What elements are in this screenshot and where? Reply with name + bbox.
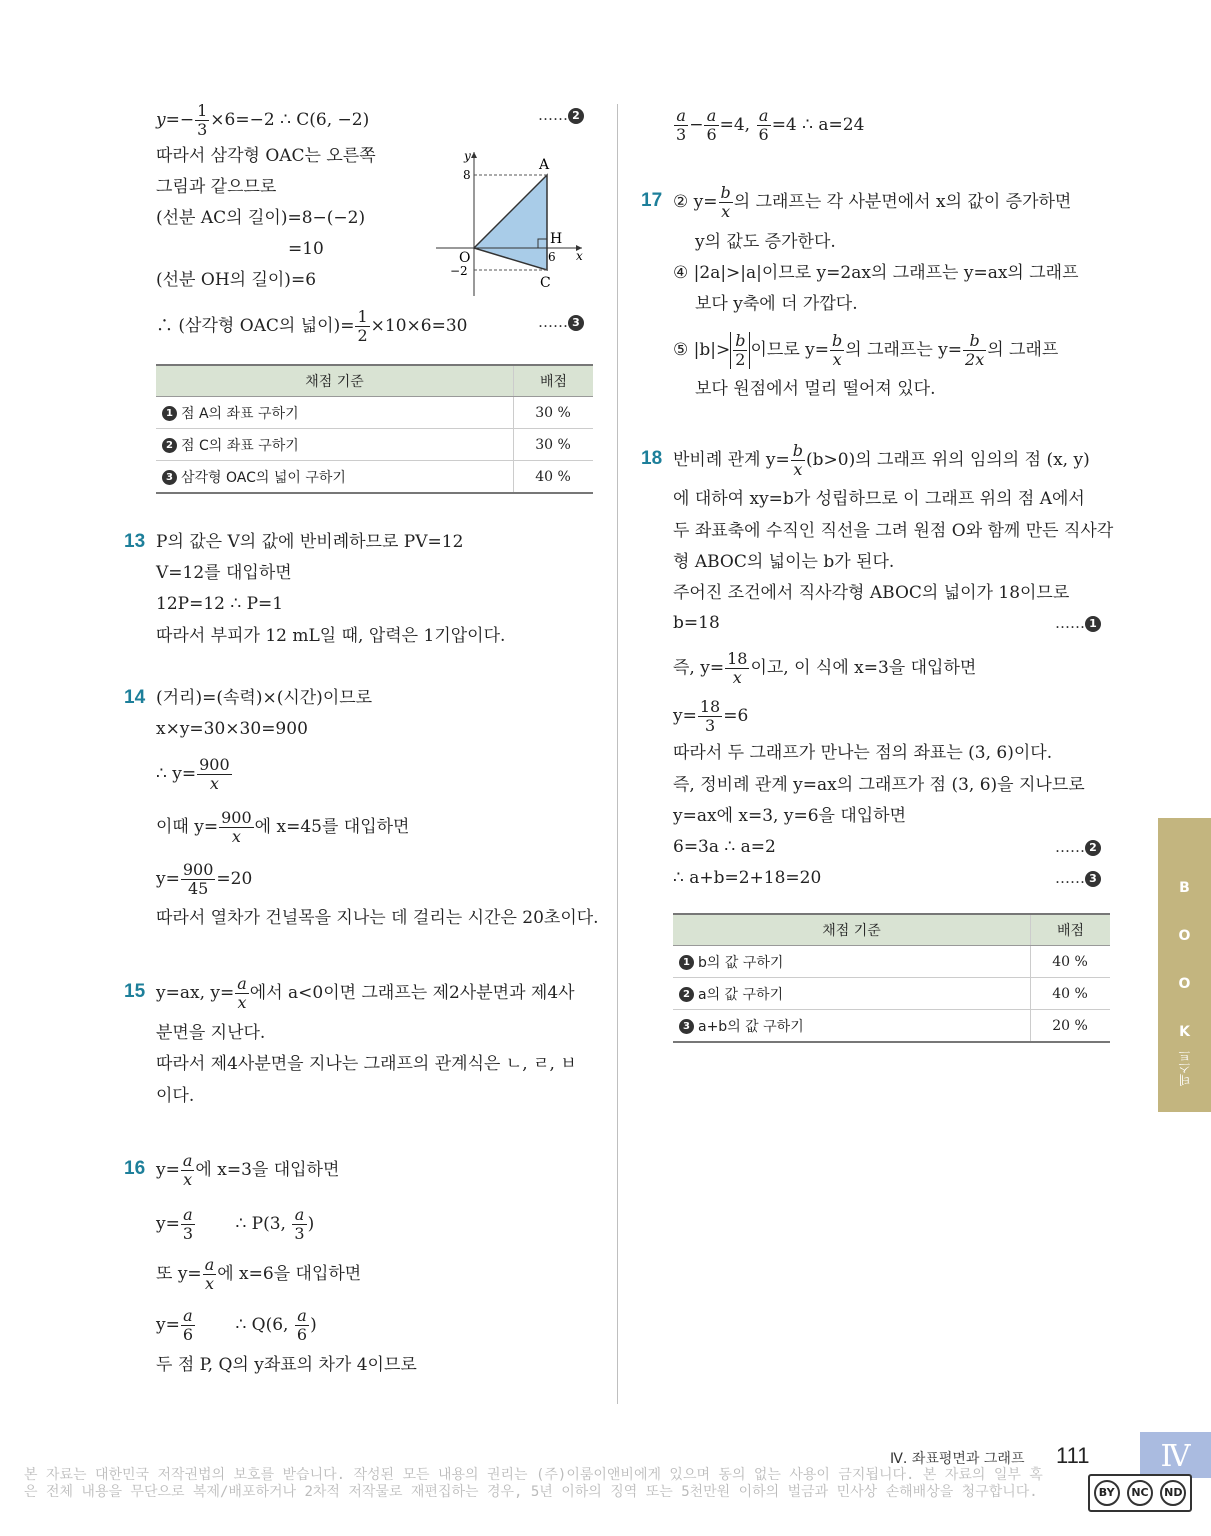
tick-m2: −2 [450, 264, 468, 278]
side-tab-char: O [1178, 976, 1191, 992]
point-a-label: A [539, 157, 550, 173]
p17-line2: y의 값도 증가한다. [695, 232, 836, 252]
p14-line6: 따라서 열차가 건널목을 지나는 데 걸리는 시간은 20초이다. [156, 908, 599, 928]
step-marker-2b: …… 2 [1055, 836, 1101, 858]
p17-line6: 보다 원점에서 멀리 떨어져 있다. [695, 379, 936, 399]
p14-line4: 이때 y= $\frac{900}{x}$ 에 x=45를 대입하면 [156, 808, 410, 846]
p18-line6: b=18 [673, 613, 720, 633]
p15-line2: 분면을 지난다. [156, 1023, 266, 1043]
p14-line1: (거리)=(속력)×(시간)이므로 [156, 688, 373, 708]
step-marker-3: …… 3 [538, 311, 584, 333]
scoring-table-2 [673, 913, 1110, 1043]
p15-line3: 따라서 제4사분면을 지나는 그래프의 관계식은 ㄴ, ㄹ, ㅂ [156, 1054, 577, 1074]
side-tab-char: K [1179, 1024, 1190, 1040]
table-header-criteria: 채점 기준 [156, 365, 514, 397]
cc-nd-icon: ND [1160, 1480, 1186, 1506]
chapter-title: Ⅳ. 좌표평면과 그래프 [890, 1451, 1025, 1467]
p18-line5: 주어진 조건에서 직사각형 ABOC의 넓이가 18이므로 [673, 583, 1070, 603]
p12-line6: (선분 OH의 길이)=6 [156, 270, 317, 290]
side-tab-label: 테스트 [1178, 1050, 1192, 1086]
p13-line4: 따라서 부피가 12 mL일 때, 압력은 1기압이다. [156, 626, 506, 646]
table-row: 3 삼각형 OAC의 넓이 구하기 40 % [156, 461, 593, 494]
table-row: 2 점 C의 좌표 구하기 30 % [156, 429, 593, 461]
table-row: 1 점 A의 좌표 구하기 30 % [156, 397, 593, 429]
p16-line5: 두 점 P, Q의 y좌표의 차가 4이므로 [156, 1355, 417, 1375]
scoring-table-1 [156, 364, 593, 494]
problem-number-18: 18 [641, 448, 663, 469]
problem-number-17: 17 [641, 190, 663, 211]
p13-line2: V=12를 대입하면 [156, 563, 292, 583]
p17-line1: ② y= $\frac{b}{x}$ 의 그래프는 각 사분면에서 x의 값이 증가하면 [673, 183, 1072, 221]
p17-line3: ④ |2a|>|a|이므로 y=2ax의 그래프는 y=ax의 그래프 [673, 263, 1079, 283]
p18-line10: 즉, 정비례 관계 y=ax의 그래프가 점 (3, 6)을 지나므로 [673, 775, 1085, 795]
p18-line13: ∴ a+b=2+18=20 [673, 868, 822, 888]
p12-line7: ∴ (삼각형 OAC의 넓이)= $\frac{1}{2}$ ×10×6=30 [156, 307, 468, 345]
chapter-tab[interactable]: Ⅳ [1140, 1432, 1211, 1478]
p17-line5: ⑤ |b|> $\frac{b}{2}$ 이므로 y= $\frac{b}{x}$ 의 그래프는 y= $\frac{b}{2x}$ 의 그래프 [673, 331, 1059, 369]
p12-line4: (선분 AC의 길이)=8−(−2) [156, 208, 366, 228]
origin-label: O [459, 250, 471, 266]
problem-number-14: 14 [124, 687, 146, 708]
table-header-criteria: 채점 기준 [673, 914, 1031, 946]
side-tab-testbook[interactable] [1158, 818, 1211, 1112]
tick-8: 8 [463, 168, 471, 182]
p18-line8: y= $\frac{18}{3}$ =6 [673, 697, 749, 735]
side-tab-char: O [1178, 928, 1191, 944]
side-tab-char: B [1179, 880, 1190, 896]
p16-continuation: $\frac{a}{3}$ − $\frac{a}{6}$ =4, $\frac{a}{6}$ =4 ∴ a=24 [676, 106, 865, 144]
table-row: 1 b의 값 구하기 40 % [673, 946, 1110, 978]
p18-line7: 즉, y= $\frac{18}{x}$ 이고, 이 식에 x=3을 대입하면 [673, 649, 977, 687]
cc-by-icon: BY [1094, 1480, 1120, 1506]
point-c-label: C [540, 275, 551, 291]
p18-line3: 두 좌표축에 수직인 직선을 그려 원점 O와 함께 만든 직사각 [673, 521, 1114, 541]
problem-number-15: 15 [124, 981, 146, 1002]
problem-number-13: 13 [124, 531, 146, 552]
p15-line1: y=ax, y= $\frac{a}{x}$ 에서 a<0이면 그래프는 제2사분면과 제4사 [156, 974, 575, 1012]
cc-license-badge [1088, 1474, 1192, 1512]
p14-line2: x×y=30×30=900 [156, 719, 308, 739]
p13-line3: 12P=12 ∴ P=1 [156, 594, 284, 614]
triangle-graph [430, 146, 590, 301]
table-header-points: 배점 [1031, 914, 1111, 946]
p17-line4: 보다 y축에 더 가깝다. [695, 294, 858, 314]
p12-line2: 따라서 삼각형 OAC는 오른쪽 [156, 146, 376, 166]
copyright-notice: 본 자료는 대한민국 저작권법의 보호를 받습니다. 작성된 모든 내용의 권리는 (주)이룸이앤비에게 있으며 동의 없는 사용이 금지됩니다. 본 자료의 일부 혹은 전체 내용을 무단으로 복제/배포하거나 2차적 저작물로 재편집하는 경우, 5년 이하의 징역 또는 5천만원 이하의 벌금과 민사상 손해배상을 청구합니다. [24, 1467, 1043, 1500]
p15-line4: 이다. [156, 1086, 195, 1106]
p18-line12: 6=3a ∴ a=2 [673, 837, 776, 857]
y-label: y [464, 149, 471, 163]
step-marker-3b: …… 3 [1055, 867, 1101, 889]
step-marker-2: …… 2 [538, 104, 584, 126]
p18-line1: 반비례 관계 y= $\frac{b}{x}$ (b>0)의 그래프 위의 임의의 점 (x, y) [673, 441, 1090, 479]
p12-line1: y=− $\frac{1}{3}$ ×6=−2 ∴ C(6, −2) [156, 101, 370, 139]
p14-line3: ∴ y= $\frac{900}{x}$ [156, 755, 230, 793]
tick-6: 6 [548, 250, 556, 264]
p16-line4: y= $\frac{a}{6}$ ∴ Q(6, $\frac{a}{6}$ ) [156, 1306, 317, 1344]
page-number: 111 [1056, 1443, 1090, 1468]
x-label: x [576, 249, 583, 263]
p16-line3: 또 y= $\frac{a}{x}$ 에 x=6을 대입하면 [156, 1255, 362, 1293]
problem-number-16: 16 [124, 1158, 146, 1179]
cc-nc-icon: NC [1127, 1480, 1153, 1506]
column-divider [617, 104, 618, 1404]
p18-line11: y=ax에 x=3, y=6을 대입하면 [673, 806, 907, 826]
p12-line3: 그림과 같으므로 [156, 177, 277, 197]
point-h-label: H [550, 231, 563, 247]
p18-line4: 형 ABOC의 넓이는 b가 된다. [673, 552, 895, 572]
p18-line9: 따라서 두 그래프가 만나는 점의 좌표는 (3, 6)이다. [673, 743, 1053, 763]
p16-line2: y= $\frac{a}{3}$ ∴ P(3, $\frac{a}{3}$ ) [156, 1205, 315, 1243]
p12-line5: =10 [288, 239, 324, 259]
table-row: 2 a의 값 구하기 40 % [673, 978, 1110, 1010]
p13-line1: P의 값은 V의 값에 반비례하므로 PV=12 [156, 532, 464, 552]
p18-line2: 에 대하여 xy=b가 성립하므로 이 그래프 위의 점 A에서 [673, 489, 1085, 509]
step-marker-1: …… 1 [1055, 612, 1101, 634]
p16-line1: y= $\frac{a}{x}$ 에 x=3을 대입하면 [156, 1151, 340, 1189]
p14-line5: y= $\frac{900}{45}$ =20 [156, 860, 253, 898]
table-header-points: 배점 [514, 365, 594, 397]
triangle-oac [474, 175, 547, 270]
table-row: 3 a+b의 값 구하기 20 % [673, 1010, 1110, 1043]
